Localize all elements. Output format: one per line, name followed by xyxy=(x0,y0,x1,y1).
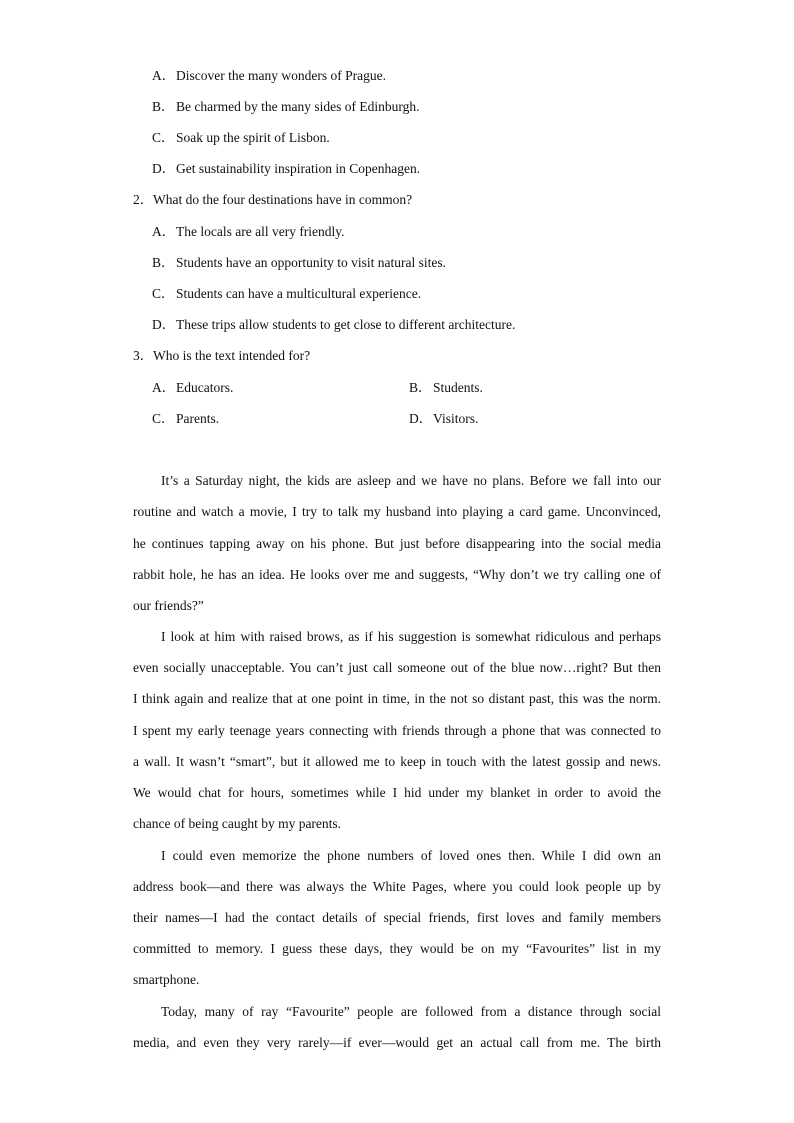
passage-line: I could even memorize the phone numbers of loved ones then. While I did own an xyxy=(161,848,661,863)
q3-option-c xyxy=(152,411,219,427)
q3-stem xyxy=(133,348,310,364)
q2-option-d xyxy=(152,317,515,333)
passage-line: their names—I had the contact details of special friends, first loves and family members xyxy=(133,910,661,925)
passage-line: smartphone. xyxy=(133,972,200,987)
option-text: Students. xyxy=(433,380,483,395)
option-letter: C． xyxy=(152,286,175,301)
option-letter: C． xyxy=(152,411,175,426)
question-number: 2． xyxy=(133,192,154,207)
option-letter: D． xyxy=(152,317,176,332)
passage-line: I spent my early teenage years connecting with friends through a phone that was connected to xyxy=(133,723,661,738)
passage-line: We would chat for hours, sometimes while I hid under my blanket in order to avoid the xyxy=(133,785,661,800)
option-text: These trips allow students to get close to different architecture. xyxy=(176,317,516,332)
question-text: Who is the text intended for? xyxy=(153,348,311,363)
passage-line: even socially unacceptable. You can’t just call someone out of the blue now…right? But then xyxy=(133,660,661,675)
passage-line: address book—and there was always the White Pages, where you could look people up by xyxy=(133,879,661,894)
q3-option-d xyxy=(409,411,478,427)
q3-option-b xyxy=(409,380,483,396)
passage-line: It’s a Saturday night, the kids are asleep and we have no plans. Before we fall into our xyxy=(161,473,661,488)
q1-option-b xyxy=(152,99,419,115)
passage-line: our friends?” xyxy=(133,598,204,613)
passage-line: a wall. It wasn’t “smart”, but it allowed me to keep in touch with the latest gossip and news. xyxy=(133,754,661,769)
question-text: What do the four destinations have in common? xyxy=(153,192,413,207)
passage-line: committed to memory. I guess these days, they would be on my “Favourites” list in my xyxy=(133,941,661,956)
q2-option-b xyxy=(152,255,446,271)
option-text: Soak up the spirit of Lisbon. xyxy=(176,130,330,145)
option-text: The locals are all very friendly. xyxy=(176,224,345,239)
q1-option-d xyxy=(152,161,420,177)
option-letter: A． xyxy=(152,380,176,395)
option-letter: B． xyxy=(152,255,175,270)
passage-line: media, and even they very rarely—if ever—would get an actual call from me. The birth xyxy=(133,1035,661,1050)
option-text: Visitors. xyxy=(433,411,479,426)
q3-option-a xyxy=(152,380,233,396)
q2-option-c xyxy=(152,286,421,302)
passage-line: he continues tapping away on his phone. But just before disappearing into the social media xyxy=(133,536,661,551)
option-letter: D． xyxy=(409,411,433,426)
passage-line: I think again and realize that at one point in time, in the not so distant past, this was the norm. xyxy=(133,691,661,706)
passage-line: I look at him with raised brows, as if his suggestion is somewhat ridiculous and perhaps xyxy=(161,629,661,644)
option-letter: B． xyxy=(152,99,175,114)
q1-option-a xyxy=(152,68,386,84)
option-text: Parents. xyxy=(176,411,220,426)
q2-option-a xyxy=(152,224,345,240)
option-letter: A． xyxy=(152,224,176,239)
option-text: Get sustainability inspiration in Copenhagen. xyxy=(176,161,421,176)
passage-line: rabbit hole, he has an idea. He looks over me and suggests, “Why don’t we try calling one of xyxy=(133,567,661,582)
option-letter: A． xyxy=(152,68,176,83)
option-text: Students have an opportunity to visit natural sites. xyxy=(176,255,446,270)
option-text: Discover the many wonders of Prague. xyxy=(176,68,386,83)
option-letter: D． xyxy=(152,161,176,176)
passage-line: chance of being caught by my parents. xyxy=(133,816,342,831)
option-letter: B． xyxy=(409,380,432,395)
option-text: Educators. xyxy=(176,380,234,395)
q1-option-c xyxy=(152,130,330,146)
passage-line: routine and watch a movie, I try to talk my husband into playing a card game. Unconvinced, xyxy=(133,504,661,519)
q2-stem xyxy=(133,192,412,208)
option-text: Be charmed by the many sides of Edinburgh. xyxy=(176,99,420,114)
option-letter: C． xyxy=(152,130,175,145)
passage-line: Today, many of ray “Favourite” people are followed from a distance through social xyxy=(161,1004,661,1019)
option-text: Students can have a multicultural experience. xyxy=(176,286,422,301)
question-number: 3． xyxy=(133,348,154,363)
